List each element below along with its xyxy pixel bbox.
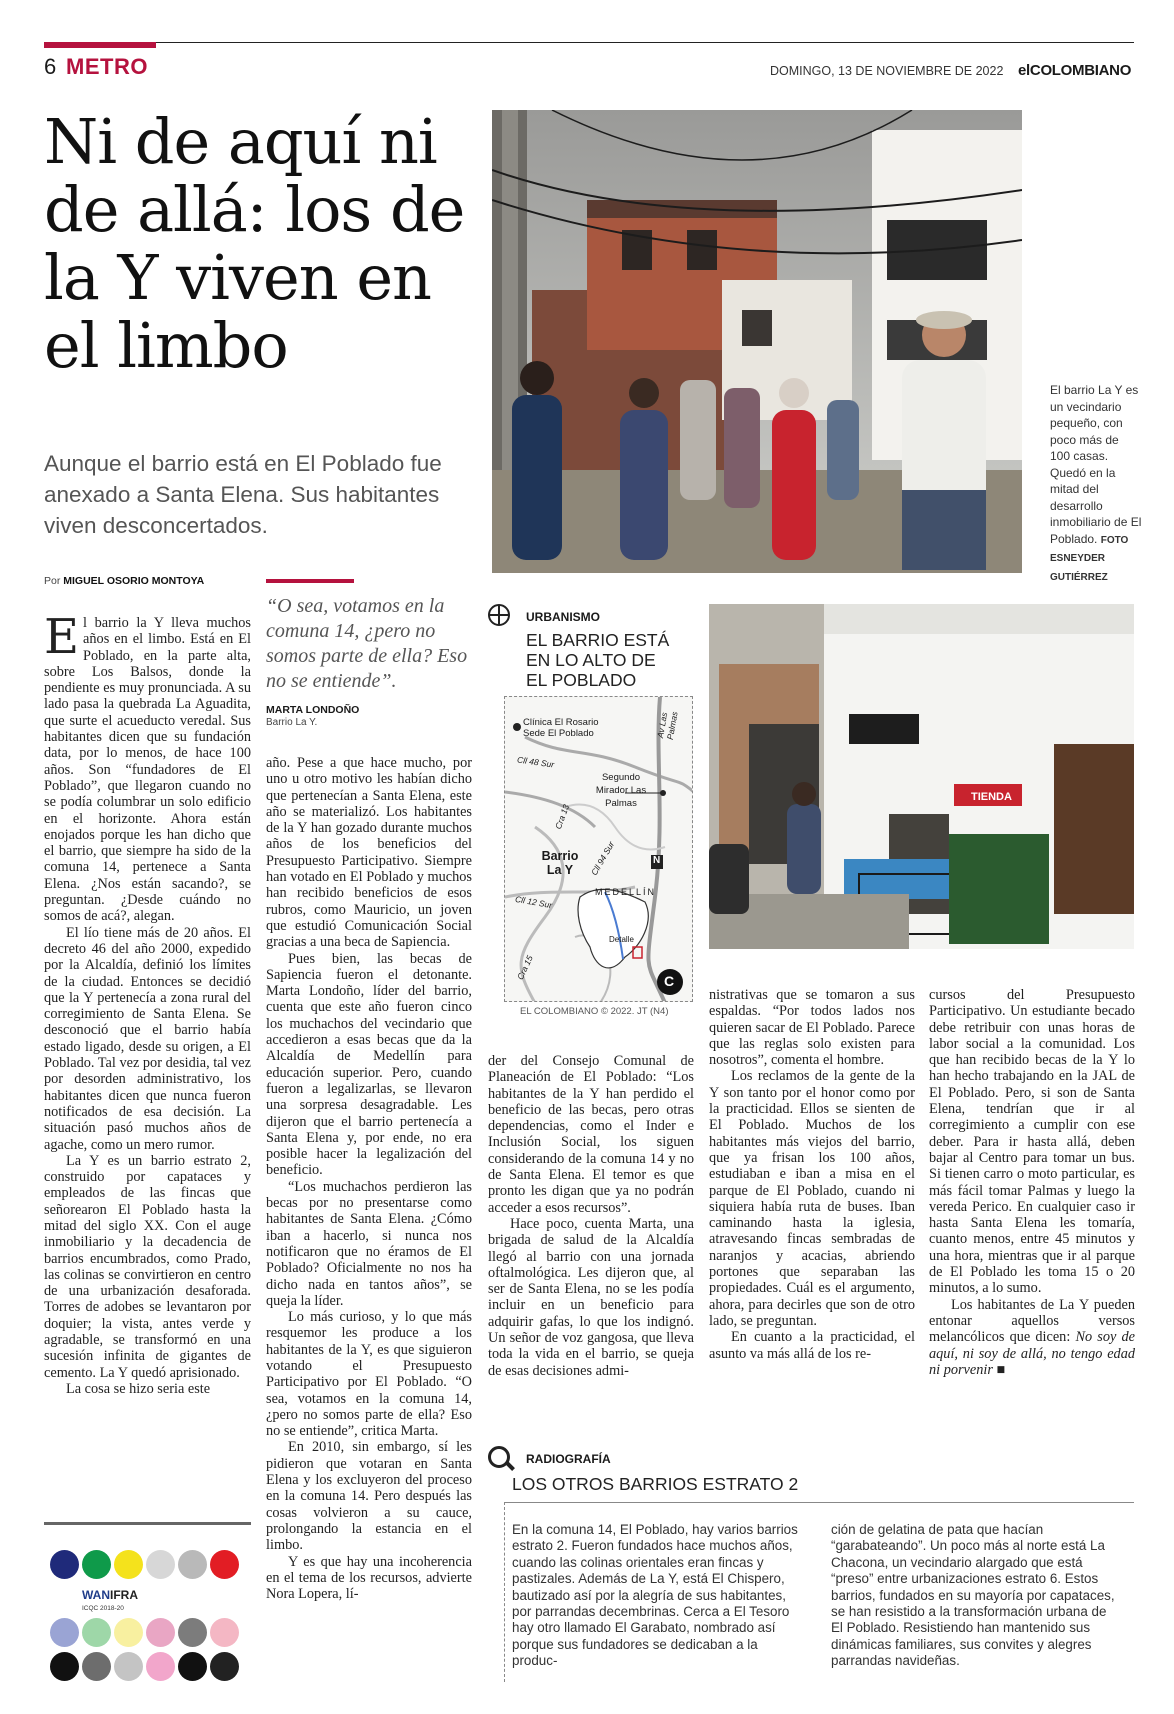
ifra-label: IFRA	[110, 1588, 138, 1602]
radiografia-left-border	[504, 1502, 505, 1682]
paragraph: Y es que hay una incoherencia en el tema de los recursos, advierte Nora Lopera, lí-	[266, 1553, 472, 1603]
section-name: METRO	[66, 54, 148, 79]
color-swatch	[146, 1618, 175, 1647]
pullquote-rule	[266, 579, 354, 583]
map-label-cll12: Cll 12 Sur	[514, 893, 553, 911]
alley-photo-image	[709, 604, 1134, 949]
street-photo	[492, 110, 1022, 573]
color-swatch	[82, 1550, 111, 1579]
article-column-1	[44, 609, 251, 1397]
paragraph: Lo más curioso, y lo que más resquemor les produce a los habitantes de la Y, es que siguieron votando el Presupuesto Participativo por El Poblado. “O sea, votamos en la comuna 14, ¿pero no somos parte de ella? Eso no se entiende”, critica Marta.	[266, 1309, 472, 1440]
map-north-icon: N	[653, 855, 661, 866]
alley-photo	[709, 604, 1134, 949]
map-kicker: URBANISMO	[526, 610, 600, 624]
paragraph: der del Consejo Comunal de Planeación de El Poblado: “Los habitantes de la Y han perdido el beneficio de las becas, pero otras dependencias, como el Inder e Inclusión Social, los siguen considerando de la comuna 14 y no de Santa Elena. El temor es que pronto les digan que ya no podrán acceder a esos recursos”.	[488, 1053, 694, 1216]
color-swatch	[178, 1550, 207, 1579]
color-swatch	[114, 1618, 143, 1647]
paragraph: Los reclamos de la gente de la Y son tanto por el honor como por la practicidad. Ellos se sienten de El Poblado. Muchos de los habitantes más viejos del barrio, que ya frisan los 100 años, estudiaban e iban a misa en el parque de El Poblado, cuando ni siquiera había ruta de buses. Iban caminando hasta la iglesia, atravesando fincas sembradas de naranjos y acacias, abriendo portones que separaban las propiedades. Cuál es el argumento, ahora, para decirles que son de otro lado, se preguntan.	[709, 1068, 915, 1329]
byline-prefix: Por	[44, 575, 61, 587]
paragraph: “Los muchachos perdieron las becas por no presentarse como habitantes de Santa Elena. ¿Cómo iban a hacerlo, si nunca nos notificaron que no éramos de El Poblado? Oficialmente no nos ha dicho nada en tantos años”, se queja la líder.	[266, 1178, 472, 1309]
paragraph: En 2010, sin embargo, sí les pidieron que votaran en Santa Elena y los excluyeron del proceso en la comuna 14. Pero después las cosas volvieron a su cauce, prolongando la estancia en el limbo.	[266, 1439, 472, 1554]
wan-label: WAN	[82, 1588, 110, 1602]
wan-ifra-logo	[82, 1588, 138, 1602]
paragraph-text: l barrio la Y lleva muchos años en el limbo. Está en El Poblado, en la parte alta, sobre Los Balsos, donde la pendiente es muy pronunciada. A su lado pasa la quebrada La Aguadita, que surte el acueducto veredal. Sus habitantes dicen que su fundación data, por lo menos, de hace 100 años. Son “fundadores de El Poblado”, que llegaron cuando no se podía columbrar un solo edificio en el horizonte. Ahora están enojados porque les han dicho que el barrio, que siempre ha sido de la comuna 14, pertenece a Santa Elena. ¿Nos están sacando?, se preguntan. ¿Desde cuándo no somos de acá?, alegan.	[44, 615, 251, 925]
color-swatch	[210, 1618, 239, 1647]
article-column-2	[266, 755, 472, 1602]
map-box	[488, 604, 693, 1019]
map-label-cra15: Cra 15	[515, 953, 535, 982]
map-frame	[504, 696, 693, 1002]
dek: Aunque el barrio está en El Poblado fue anexado a Santa Elena. Sus habitantes viven desconcertados.	[44, 451, 442, 538]
color-swatch	[210, 1550, 239, 1579]
paragraph-text: Los habitantes de La Y pueden entonar aquellos versos melancólicos que dicen:	[929, 1296, 1135, 1346]
paragraph: Pues bien, las becas de Sapiencia fueron el detonante. Marta Londoño, líder del barrio, cuenta que este año fueron cinco los muchachos del vecindario que accedieron a esas becas que da la Alcaldía de Medellín para educación superior. Pero, cuando fueron a legalizarlas, se llevaron una sorpresa desagradable. Les dijeron que el barrio pertenecía a Santa Elena y, por ende, no era posible hacer la legalización del beneficio.	[266, 950, 472, 1179]
photo1-caption-text: El barrio La Y es un vecindario pequeño, con poco más de 100 casas. Quedó en la mitad del desarrollo inmobiliario de El Poblado.	[1050, 383, 1142, 546]
paragraph: año. Pese a que hace mucho, por uno u otro motivo les habían dicho que pertenecían a Santa Elena, este año se materializó. Los habitantes de la Y han gozado durante muchos años de los beneficios del Presupuesto Participativo. Siempre han votado en El Poblado y muchos han recibido beneficios de esos rubros, como Mauricio, un joven que estudió Comunicación Social gracias a una beca de Sapiencia.	[266, 755, 472, 951]
map-title: EL BARRIO ESTÁ EN LO ALTO DE EL POBLADO	[526, 630, 670, 690]
map-credit: EL COLOMBIANO © 2022. JT (N4)	[520, 1006, 669, 1017]
paragraph: La cosa se hizo seria este	[66, 1380, 211, 1397]
paragraph	[44, 609, 251, 925]
dateline: DOMINGO, 13 DE NOVIEMBRE DE 2022	[770, 64, 1004, 78]
radiografia-box	[488, 1446, 1134, 1686]
compass-icon	[488, 604, 510, 626]
color-swatch	[178, 1618, 207, 1647]
byline-author: MIGUEL OSORIO MONTOYA	[63, 575, 205, 587]
map-label-detalle: Detalle	[609, 935, 634, 944]
map-label-clinica: Clínica El Rosario Sede El Poblado	[523, 717, 599, 739]
color-swatch	[50, 1618, 79, 1647]
column-end-rule	[44, 1522, 251, 1525]
page-number: 6	[44, 54, 57, 79]
verse-quote: No soy de aquí, ni soy de allá, no tengo edad ni porvenir	[929, 1329, 1136, 1378]
map-label-medellin: MEDELLÍN	[595, 887, 657, 897]
photo1-caption	[1050, 382, 1142, 586]
paragraph: nistrativas que se tomaron a sus espaldas. “Por todos lados nos quieren sacar de El Poblado. Parece que las reglas solo existen para nosotros”, comenta el hombre.	[709, 987, 915, 1069]
color-swatch	[146, 1550, 175, 1579]
tienda-sign: TIENDA	[971, 791, 1012, 803]
street-photo-image	[492, 110, 1022, 573]
map-label-cll48: Cll 48 Sur	[516, 754, 555, 770]
paragraph: En cuanto a la practicidad, el asunto va más allá de los re-	[709, 1329, 915, 1362]
headline: Ni de aquí ni de allá: los de la Y viven en el limbo	[44, 105, 465, 382]
color-swatch	[50, 1652, 79, 1681]
end-mark: ■	[996, 1361, 1006, 1378]
pullquote: “O sea, votamos en la comuna 14, ¿pero no somos parte de ella? Eso no se entiende”.	[266, 595, 468, 692]
icqc-label: ICQC 2018-20	[82, 1605, 124, 1612]
pullquote-name: MARTA LONDOÑO	[266, 704, 360, 716]
map-label-cra13: Cra 13	[553, 803, 572, 831]
radiografia-text-2: ción de gelatina de pata que hacían “garabateando”. Un poco más al norte está La Chacona, un vecindario alargado que está “preso” entre urbanizaciones estrato 6. Estos barrios, fundados en su mayoría por capataces, se han resistido a la transformación urbana de El Poblado. Resistiendo han mantenido sus dinámicas familiares, sus convites y alegres parrandas navideñas.	[831, 1522, 1115, 1669]
color-swatch	[50, 1550, 79, 1579]
color-swatch	[178, 1652, 207, 1681]
dropcap: E	[44, 609, 80, 665]
paragraph: La Y es un barrio estrato 2, construido por capataces y empleados de las fincas que señorearon El Poblado hasta la mitad del siglo XX. Con el auge inmobiliario y la decadencia de barrios encumbrados, como Prado, las colinas se convirtieron en centro de una urbanización desaforada. Torres de adobes se levantaron por doquier; la vista, antes verde y agradable, se transformó en una sucesión infinita de gigantes de cemento. La Y quedó aprisionado.	[44, 1152, 251, 1381]
map-label-barrio: Barrio La Y	[541, 849, 579, 877]
radiografia-rule	[504, 1502, 1134, 1503]
color-swatch	[114, 1550, 143, 1579]
newspaper-brand: elCOLOMBIANO	[1018, 62, 1132, 79]
colombiano-logo-icon: C	[664, 973, 675, 989]
paragraph: El lío tiene más de 20 años. El decreto 46 del año 2000, expedido por la Alcaldía, definió los límites de la ciudad. Entonces se decidió que la Y pertenecía a zona rural del corregimiento de Santa Elena. Se desconoció que el barrio había estado ligado, desde su origen, a El Poblado. Tal vez por desidia, tal vez por desorden administrativo, los habitantes dicen que nunca fueron notificados de esa decisión. La situación pasó muchos años de agache, como un mero rumor.	[44, 924, 251, 1153]
paragraph: Hace poco, cuenta Marta, una brigada de salud de la Alcaldía llegó al barrio con una jornada oftalmológica. Les dijeron que, al ser de Santa Elena, no se les podía incluir en un beneficio para adquirir gafas, lo que los indignó. Un señor de voz gangosa, que lleva toda la vida en el barrio, se queja de esas decisiones admi-	[488, 1215, 694, 1379]
print-color-bar	[50, 1550, 250, 1700]
pullquote-role: Barrio La Y.	[266, 717, 318, 728]
color-swatch	[210, 1652, 239, 1681]
color-swatch	[146, 1652, 175, 1681]
color-swatch	[82, 1652, 111, 1681]
header-rule	[44, 42, 1134, 43]
radiografia-text-1: En la comuna 14, El Poblado, hay varios barrios estrato 2. Fueron fundados hace muchos años, cuando las colinas orientales eran fincas y pastizales. Además de La Y, está El Chispero, bautizado así por la alegría de sus habitantes, por parrandas decembrinas. Cerca a El Tesoro hay otro llamado El Garabato, nombrado así porque sus fundadores se dedicaban a la produc-	[512, 1522, 798, 1669]
color-swatch	[82, 1618, 111, 1647]
map-label-avpalmas: Av Las Palmas	[655, 710, 680, 741]
section-accent-bar	[44, 42, 156, 48]
paragraph: cursos del Presupuesto Participativo. Un estudiante becado debe retribuir con unas horas de labor social a la comunidad. Los que han recibido becas de la Y lo han hecho trabajando en la JAL de El Poblado. Pero, si son de Santa Elena, tendrían que ir al corregimiento a cumplir con ese deber. Para ir hasta allá, deben bajar al Centro para tomar un bus. Si tienen carro o moto particular, es más fácil tomar Palmas y luego la vereda Perico. En cualquier caso ir hasta Santa Elena les tomaría, cuanto menos, entre 45 minutos y una hora, mientras que ir al parque de El Poblado les toma 15 o 20 minutos, a lo sumo.	[929, 987, 1135, 1297]
article-column-5	[929, 987, 1135, 1378]
radiografia-kicker: RADIOGRAFÍA	[526, 1452, 611, 1466]
radiografia-title: LOS OTROS BARRIOS ESTRATO 2	[512, 1474, 799, 1494]
byline	[44, 575, 204, 587]
paragraph	[929, 1297, 1135, 1378]
article-column-3	[488, 1053, 694, 1379]
map-label-mirador: Segundo Mirador Las Palmas	[595, 772, 647, 809]
color-swatch	[114, 1652, 143, 1681]
photo1-credit: FOTO ESNEYDER GUTIÉRREZ	[1050, 534, 1129, 583]
map-label-cll94: Cll 94 Sur	[589, 839, 617, 877]
article-column-4	[709, 987, 915, 1362]
